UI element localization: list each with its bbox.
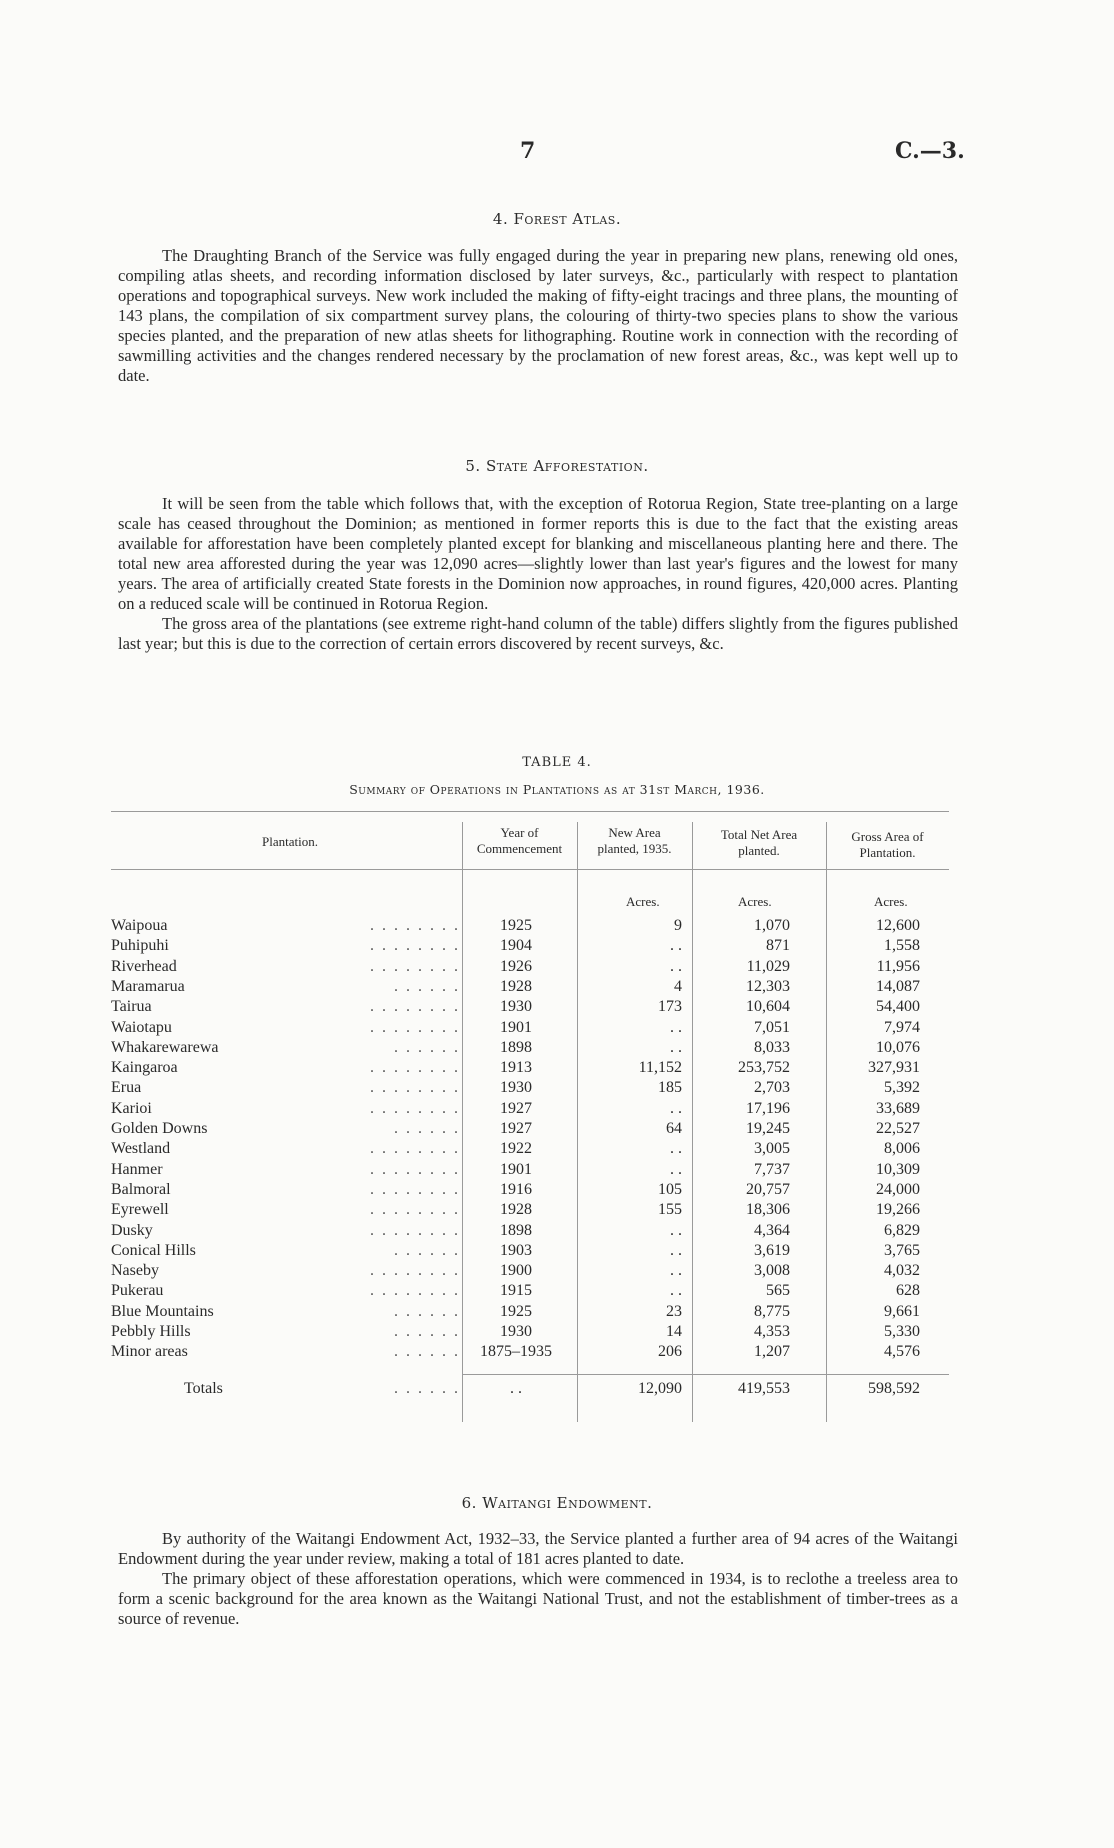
year-of-commencement: 1925 (500, 1302, 532, 1320)
plantation-name: Pukerau (111, 1282, 164, 1300)
plantation-name: Kaingaroa (111, 1059, 178, 1077)
total-net-area: 17,196 (746, 1099, 790, 1117)
total-net-area: 12,303 (746, 977, 790, 995)
gross-area: 11,956 (876, 957, 920, 975)
gross-area: 12,600 (876, 917, 920, 934)
year-of-commencement: 1901 (500, 1018, 532, 1036)
section-6-heading: 6. Waitangi Endowment. (461, 1494, 653, 1512)
total-net-area: 7,737 (754, 1160, 790, 1178)
table-row (0, 1039, 1114, 1059)
plantation-name: Balmoral (111, 1180, 171, 1198)
units-total-net: Acres. (738, 894, 772, 909)
leader-dots: . . . . . . (394, 1038, 460, 1056)
leader-dots: . . . . . . . . (370, 1201, 460, 1219)
header-gross-line-2: Plantation. (859, 845, 916, 860)
new-area-planted: 64 (666, 1120, 682, 1137)
section-6-body (118, 1529, 958, 1629)
total-net-area: 3,005 (754, 1140, 790, 1158)
plantation-name: Blue Mountains (111, 1302, 214, 1320)
totals-year: . . (510, 1380, 522, 1397)
plantation-name: Dusky (111, 1221, 153, 1239)
gross-area: 33,689 (876, 1099, 920, 1117)
new-area-planted: . . (670, 1038, 682, 1056)
total-net-area: 253,752 (738, 1059, 790, 1077)
table-row (0, 1222, 1114, 1242)
header-new-area (577, 825, 692, 857)
plantation-name: Whakarewarewa (111, 1038, 219, 1056)
gross-area: 14,087 (876, 977, 920, 995)
plantation-name: Puhipuhi (111, 937, 169, 955)
table-row (0, 1079, 1114, 1099)
plantation-name: Karioi (111, 1099, 152, 1117)
table-row (0, 917, 1114, 937)
year-of-commencement: 1930 (500, 1323, 532, 1340)
table-row (0, 978, 1114, 998)
total-net-area: 7,051 (754, 1018, 790, 1036)
header-new-area-line-2: planted, 1935. (597, 841, 672, 856)
plantation-name: Riverhead (111, 957, 177, 975)
section-4-body (118, 246, 958, 386)
total-net-area: 19,245 (746, 1120, 790, 1137)
section-6-paragraph-2: The primary object of these afforestation operations, which were commenced in 1934, is to reclothe a treeless area to form a scenic background for the area known as the Waitangi National Trust, and not the establishment of timber-trees as a source of revenue. (118, 1569, 958, 1628)
new-area-planted: 105 (658, 1180, 682, 1198)
header-year-line-2: Commencement (476, 841, 563, 856)
header-gross (826, 829, 949, 861)
new-area-planted: . . (670, 1262, 682, 1280)
plantation-name: Waiotapu (111, 1018, 172, 1036)
new-area-planted: . . (670, 1160, 682, 1178)
new-area-planted: . . (670, 1282, 682, 1300)
header-total-net (692, 827, 826, 859)
gross-area: 54,400 (876, 998, 920, 1016)
new-area-planted: . . (670, 1018, 682, 1036)
total-net-area: 1,207 (754, 1343, 790, 1361)
year-of-commencement: 1898 (500, 1038, 532, 1056)
plantation-name: Eyrewell (111, 1201, 169, 1219)
gross-area: 8,006 (884, 1140, 920, 1158)
new-area-planted: 4 (674, 977, 682, 995)
gross-area: 628 (896, 1282, 920, 1300)
gross-area: 19,266 (876, 1201, 920, 1219)
plantation-name: Conical Hills (111, 1241, 196, 1259)
leader-dots: . . . . . . . . (370, 1262, 460, 1280)
gross-area: 10,076 (876, 1038, 920, 1056)
section-6-paragraph-1: By authority of the Waitangi Endowment Act, 1932–33, the Service planted a further area of 94 acres of the Waitangi Endowment during the year under review, making a total of 181 acres planted to date. (118, 1529, 958, 1568)
new-area-planted: 155 (658, 1201, 682, 1219)
new-area-planted: . . (670, 1099, 682, 1117)
table-row (0, 937, 1114, 957)
table-row (0, 1303, 1114, 1323)
new-area-planted: 11,152 (638, 1059, 682, 1077)
year-of-commencement: 1916 (500, 1180, 532, 1198)
gross-area: 22,527 (876, 1120, 920, 1137)
plantation-name: Pebbly Hills (111, 1323, 191, 1340)
year-of-commencement: 1913 (500, 1059, 532, 1077)
year-of-commencement: 1875–1935 (480, 1343, 552, 1361)
leader-dots: . . . . . . . . (370, 1018, 460, 1036)
section-5-heading: 5. State Afforestation. (465, 457, 649, 475)
plantation-name: Golden Downs (111, 1120, 208, 1137)
leader-dots: . . . . . . . . (370, 957, 460, 975)
gross-area: 327,931 (868, 1059, 920, 1077)
table-row (0, 1343, 1114, 1363)
gross-area: 4,576 (884, 1343, 920, 1361)
plantation-name: Westland (111, 1140, 171, 1158)
plantation-name: Hanmer (111, 1160, 163, 1178)
table-subtitle: Summary of Operations in Plantations as at 31st March, 1936. (349, 782, 765, 797)
table-row (0, 1120, 1114, 1140)
table-row (0, 1262, 1114, 1282)
gross-area: 10,309 (876, 1160, 920, 1178)
header-gross-line-1: Gross Area of (851, 829, 924, 844)
leader-dots: . . . . . . . . (370, 1140, 460, 1158)
total-net-area: 10,604 (746, 998, 790, 1016)
year-of-commencement: 1903 (500, 1241, 532, 1259)
leader-dots: . . . . . . (394, 1323, 460, 1340)
year-of-commencement: 1926 (500, 957, 532, 975)
leader-dots: . . . . . . (394, 977, 460, 995)
year-of-commencement: 1928 (500, 1201, 532, 1219)
document-code: C.—3. (895, 138, 965, 164)
year-of-commencement: 1930 (500, 998, 532, 1016)
units-gross: Acres. (874, 894, 908, 909)
totals-dots: . . . . . . (394, 1380, 460, 1397)
new-area-planted: 23 (666, 1302, 682, 1320)
table-row (0, 1161, 1114, 1181)
total-net-area: 4,353 (754, 1323, 790, 1340)
year-of-commencement: 1900 (500, 1262, 532, 1280)
year-of-commencement: 1898 (500, 1221, 532, 1239)
total-net-area: 20,757 (746, 1180, 790, 1198)
gross-area: 6,829 (884, 1221, 920, 1239)
table-row (0, 1140, 1114, 1160)
gross-area: 7,974 (884, 1018, 920, 1036)
plantation-name: Maramarua (111, 977, 185, 995)
total-net-area: 3,008 (754, 1262, 790, 1280)
section-4-heading: 4. Forest Atlas. (492, 210, 622, 228)
plantation-name: Naseby (111, 1262, 159, 1280)
new-area-planted: . . (670, 1241, 682, 1259)
section-5-paragraph-2: The gross area of the plantations (see extreme right-hand column of the table) differs slightly from the figures published last year; but this is due to the correction of certain errors discovered by recent surveys, &c. (118, 614, 958, 653)
table-caption: TABLE 4. (522, 755, 592, 770)
leader-dots: . . . . . . . . (370, 1221, 460, 1239)
total-net-area: 565 (766, 1282, 790, 1300)
table-row (0, 1019, 1114, 1039)
header-new-area-line-1: New Area (608, 825, 661, 840)
section-5-paragraph-1: It will be seen from the table which follows that, with the exception of Rotorua Region, State tree-planting on a large scale has ceased throughout the Dominion; as mentioned in former reports this is due to the fact that the existing areas available for afforestation have been completely planted except for blanking and miscellaneous planting here and there. The total new area afforested during the year was 12,090 acres—slightly lower than last year's figures and the lowest for many years. The area of artificially created State forests in the Dominion now approaches, in round figures, 420,000 acres. Planting on a reduced scale will be continued in Rotorua Region. (118, 494, 958, 613)
gross-area: 9,661 (884, 1302, 920, 1320)
gross-area: 1,558 (884, 937, 920, 955)
totals-gross: 598,592 (868, 1380, 920, 1397)
new-area-planted: 173 (658, 998, 682, 1016)
table-row (0, 1100, 1114, 1120)
year-of-commencement: 1928 (500, 977, 532, 995)
leader-dots: . . . . . . . . (370, 917, 460, 934)
year-of-commencement: 1925 (500, 917, 532, 934)
total-net-area: 871 (766, 937, 790, 955)
new-area-planted: . . (670, 937, 682, 955)
section-5-body (118, 494, 958, 654)
page-number: 7 (520, 138, 536, 164)
plantation-name: Minor areas (111, 1343, 188, 1361)
leader-dots: . . . . . . . . (370, 998, 460, 1016)
new-area-planted: 185 (658, 1079, 682, 1097)
table-row (0, 1059, 1114, 1079)
total-net-area: 18,306 (746, 1201, 790, 1219)
year-of-commencement: 1930 (500, 1079, 532, 1097)
gross-area: 5,392 (884, 1079, 920, 1097)
total-net-area: 8,033 (754, 1038, 790, 1056)
units-new-area: Acres. (626, 894, 660, 909)
table-row (0, 1323, 1114, 1343)
leader-dots: . . . . . . . . (370, 1099, 460, 1117)
leader-dots: . . . . . . . . (370, 1079, 460, 1097)
total-net-area: 3,619 (754, 1241, 790, 1259)
total-net-area: 11,029 (746, 957, 790, 975)
leader-dots: . . . . . . . . (370, 1059, 460, 1077)
leader-dots: . . . . . . (394, 1120, 460, 1137)
plantation-name: Erua (111, 1079, 142, 1097)
year-of-commencement: 1922 (500, 1140, 532, 1158)
gross-area: 24,000 (876, 1180, 920, 1198)
gross-area: 4,032 (884, 1262, 920, 1280)
header-total-net-line-2: planted. (738, 843, 780, 858)
table-header-rule (111, 869, 949, 870)
table-row (0, 998, 1114, 1018)
gross-area: 5,330 (884, 1323, 920, 1340)
leader-dots: . . . . . . . . (370, 1160, 460, 1178)
leader-dots: . . . . . . (394, 1241, 460, 1259)
table-row (0, 1201, 1114, 1221)
total-net-area: 1,070 (754, 917, 790, 934)
leader-dots: . . . . . . . . (370, 937, 460, 955)
table-top-rule (111, 811, 949, 812)
new-area-planted: . . (670, 957, 682, 975)
new-area-planted: 9 (674, 917, 682, 934)
total-net-area: 4,364 (754, 1221, 790, 1239)
new-area-planted: . . (670, 1140, 682, 1158)
table-row (0, 1242, 1114, 1262)
year-of-commencement: 1915 (500, 1282, 532, 1300)
totals-label: Totals (184, 1380, 223, 1397)
year-of-commencement: 1904 (500, 937, 532, 955)
totals-total-net: 419,553 (738, 1380, 790, 1397)
year-of-commencement: 1927 (500, 1120, 532, 1137)
total-net-area: 2,703 (754, 1079, 790, 1097)
new-area-planted: . . (670, 1221, 682, 1239)
leader-dots: . . . . . . (394, 1343, 460, 1361)
plantation-name: Tairua (111, 998, 152, 1016)
header-year (462, 825, 577, 857)
plantation-name: Waipoua (111, 917, 168, 934)
new-area-planted: 14 (666, 1323, 682, 1340)
leader-dots: . . . . . . . . (370, 1282, 460, 1300)
table-totals-rule (462, 1374, 949, 1375)
totals-new-area: 12,090 (638, 1380, 682, 1397)
table-row (0, 1181, 1114, 1201)
table-row (0, 1282, 1114, 1302)
section-4-paragraph: The Draughting Branch of the Service was fully engaged during the year in preparing new plans, renewing old ones, compiling atlas sheets, and recording information disclosed by later surveys, &c., particularly with respect to plantation operations and topographical surveys. New work included the making of fifty-eight tracings and three plans, the mounting of 143 plans, the compilation of six compartment survey plans, the colouring of thirty-two species plans to show the various species planted, and the preparation of new atlas sheets for lithographing. Routine work in connection with the recording of sawmilling activities and the changes rendered necessary by the proclamation of new forest areas, &c., was kept well up to date. (118, 246, 958, 385)
leader-dots: . . . . . . (394, 1302, 460, 1320)
gross-area: 3,765 (884, 1241, 920, 1259)
new-area-planted: 206 (658, 1343, 682, 1361)
year-of-commencement: 1901 (500, 1160, 532, 1178)
header-total-net-line-1: Total Net Area (720, 827, 798, 842)
table-row (0, 958, 1114, 978)
year-of-commencement: 1927 (500, 1099, 532, 1117)
header-year-line-1: Year of (500, 825, 539, 840)
total-net-area: 8,775 (754, 1302, 790, 1320)
totals-row (0, 1380, 1114, 1400)
leader-dots: . . . . . . . . (370, 1180, 460, 1198)
header-plantation: Plantation. (262, 834, 318, 849)
